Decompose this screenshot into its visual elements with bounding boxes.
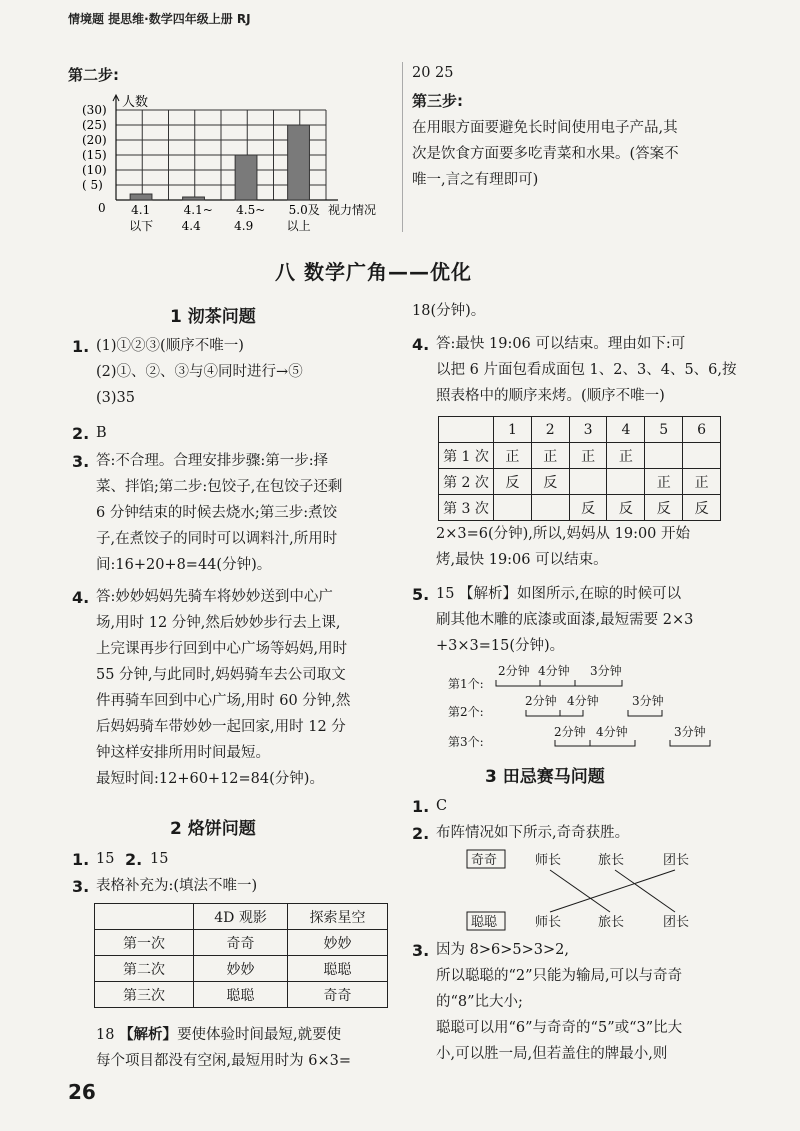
- timeline-segment-label: 4分钟: [596, 725, 628, 739]
- timeline-segment-label: 3分钟: [632, 694, 664, 708]
- table-row: 第三次 聪聪 奇奇: [95, 982, 388, 1008]
- table-row: 第一次 奇奇 妙妙: [95, 930, 388, 956]
- r-q4-answer: 答:最快 19:06 可以结束。理由如下:可 以把 6 片面包看成面包 1、2、3、4、5、6,按 照表格中的顺序来烤。(顺序不唯一): [436, 336, 737, 404]
- s3-q2-answer: 布阵情况如下所示,奇奇获胜。: [436, 825, 630, 841]
- x-tick-label: 4.9: [234, 219, 254, 233]
- section1-title: 1 沏茶问题: [170, 307, 256, 327]
- section3-title: 3 田忌赛马问题: [485, 767, 605, 787]
- step3-text: 在用眼方面要避免长时间使用电子产品,其 次是饮食方面要多吃青菜和水果。(答案不 唯一,言之有理即可): [412, 120, 679, 188]
- x-axis-label: 视力情况: [328, 203, 377, 217]
- x-tick-label: 5.0及: [288, 203, 320, 217]
- timeline-segment-label: 4分钟: [538, 664, 570, 678]
- x-tick-label: 以下: [129, 219, 154, 233]
- step3-label: 第三步:: [412, 92, 463, 110]
- y-tick-label: (20): [82, 133, 107, 147]
- q4-answer: 答:妙妙妈妈先骑车将妙妙送到中心广 场,用时 12 分钟,然后妙妙步行去上课, 上完课再步行回到中心广场等妈妈,用时 55 分钟,与此同时,妈妈骑车去公司取文 件再骑车回到中心广场,用时 60 分钟,然 后妈妈骑车带妙妙一起回家,用时 12 分 钟这样安排所用时间最短。 最短时间:12+60+12=84(分钟)。: [96, 589, 351, 787]
- table-row: 第 1 次 正 正 正 正: [439, 443, 721, 469]
- s3-q1-answer: C: [436, 798, 448, 814]
- timeline-segment-label: 2分钟: [525, 694, 557, 708]
- timeline-segment-label: 2分钟: [554, 725, 586, 739]
- toast-table: [438, 416, 721, 521]
- s3-q3-answer: 因为 8>6>5>3>2, 所以聪聪的“2”只能为输局,可以与奇奇 的“8”比大小; 聪聪可以用“6”与奇奇的“5”或“3”比大 小,可以胜一局,但若盖住的牌最小,则: [436, 942, 683, 1062]
- q1-number: 1.: [72, 337, 90, 356]
- player-congcong: 聪聪: [471, 915, 498, 930]
- bar: [235, 155, 257, 200]
- q1-answers: (1)①②③(顺序不唯一) (2)①、②、③与④同时进行→⑤ (3)35: [96, 338, 303, 406]
- bar: [288, 125, 310, 200]
- timeline-segment-label: 3分钟: [674, 725, 706, 739]
- match-bottom-item: 师长: [535, 915, 562, 930]
- running-header: 情境题 提思维·数学四年级上册 RJ: [68, 12, 251, 26]
- match-top-item: 师长: [535, 853, 562, 868]
- s2-q1-number: 1.: [72, 850, 90, 869]
- q3-number: 3.: [72, 452, 90, 471]
- s2-q2-number: 2.: [125, 850, 143, 869]
- match-top-item: 旅长: [598, 853, 625, 868]
- s3-q3-number: 3.: [412, 941, 430, 960]
- q3-answer: 答:不合理。合理安排步骤:第一步:择 菜、拌馅;第二步:包饺子,在包饺子还剩 6 分钟结束的时候去烧水;第三步:煮饺 子,在煮饺子的同时可以调料汁,所用时 间:16+20+8=44(分钟)。: [96, 453, 343, 573]
- r-q4-number: 4.: [412, 335, 430, 354]
- timeline-segment-label: 4分钟: [567, 694, 599, 708]
- y-tick-label: (30): [82, 103, 107, 117]
- s2-q2-answer: 15: [150, 851, 169, 867]
- s3-q2-number: 2.: [412, 824, 430, 843]
- timeline-diagram: [440, 658, 730, 758]
- match-top-item: 团长: [663, 853, 690, 868]
- matching-diagram: [465, 848, 705, 934]
- x-tick-label: 4.5~: [236, 203, 266, 217]
- s2-q3-number: 3.: [72, 877, 90, 896]
- answer-20-25: 20 25: [412, 65, 454, 81]
- q2-number: 2.: [72, 424, 90, 443]
- match-line: [550, 870, 610, 912]
- page-number: 26: [68, 1080, 96, 1104]
- vision-bar-chart: [80, 88, 400, 248]
- y-tick-label: (15): [82, 148, 107, 162]
- match-line: [615, 870, 675, 912]
- bar: [183, 197, 205, 200]
- table-row: 第二次 妙妙 聪聪: [95, 956, 388, 982]
- y-axis-label: 人数: [122, 95, 149, 110]
- timeline-segment-label: 2分钟: [498, 664, 530, 678]
- q4-number: 4.: [72, 588, 90, 607]
- r-q4-conclusion: 2×3=6(分钟),所以,妈妈从 19:00 开始 烤,最快 19:06 可以结束。: [436, 526, 691, 568]
- r-q5-answer: 15 【解析】如图所示,在晾的时候可以 刷其他木雕的底漆或面漆,最短需要 2×3 +3×3=15(分钟)。: [436, 586, 694, 654]
- timeline-segment-label: 3分钟: [590, 664, 622, 678]
- y-tick-label: (25): [82, 118, 107, 132]
- column-divider: [402, 62, 403, 232]
- table-row: 第 3 次 反 反 反 反: [439, 495, 721, 521]
- s2-q1-answer: 15: [96, 851, 115, 867]
- r-q5-number: 5.: [412, 585, 430, 604]
- table-row: 4D 观影 探索星空: [95, 904, 388, 930]
- match-bottom-item: 团长: [663, 915, 690, 930]
- x-tick-label: 以上: [286, 219, 311, 233]
- y-tick-label: (10): [82, 163, 107, 177]
- timeline-row-label: 第2个:: [448, 705, 484, 719]
- match-bottom-item: 旅长: [598, 915, 625, 930]
- q18-explanation: 18 【解析】要使体验时间最短,就要使 每个项目都没有空闲,最短用时为 6×3=: [96, 1027, 351, 1069]
- x-tick-label: 4.1~: [183, 203, 213, 217]
- step2-label: 第二步:: [68, 66, 119, 84]
- bar: [130, 194, 152, 200]
- schedule-table: [94, 903, 388, 1008]
- table-row: 第 2 次 反 反 正 正: [439, 469, 721, 495]
- player-qiqi: 奇奇: [471, 853, 498, 868]
- x-tick-label: 4.1: [131, 203, 151, 217]
- match-line: [550, 870, 675, 912]
- timeline-row-label: 第3个:: [448, 735, 484, 749]
- section2-title: 2 烙饼问题: [170, 819, 256, 839]
- q18-continued: 18(分钟)。: [412, 303, 486, 319]
- chapter-title: 八 数学广角——优化: [275, 260, 472, 284]
- x-tick-label: 4.4: [181, 219, 201, 233]
- timeline-row-label: 第1个:: [448, 677, 484, 691]
- s2-q3-text: 表格补充为:(填法不唯一): [96, 878, 258, 894]
- y-tick-label: ( 5): [82, 178, 103, 192]
- y-tick-label: 0: [98, 201, 106, 215]
- q2-answer: B: [96, 425, 107, 441]
- table-row: 1 2 3 4 5 6: [439, 417, 721, 443]
- s3-q1-number: 1.: [412, 797, 430, 816]
